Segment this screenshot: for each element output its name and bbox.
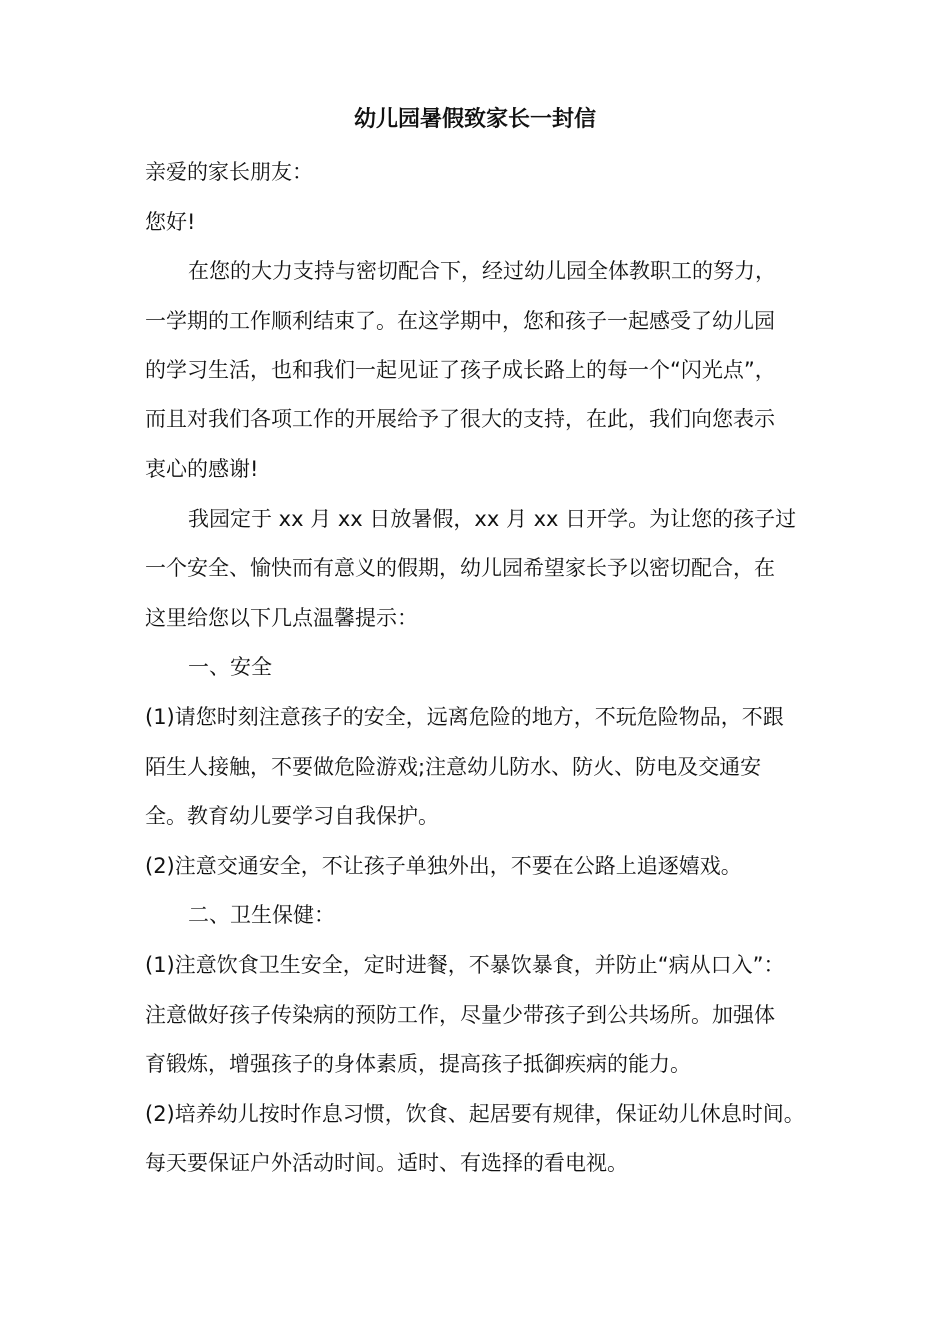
- paragraph-line: 我园定于 xx 月 xx 日放暑假，xx 月 xx 日开学。为让您的孩子过: [188, 507, 797, 531]
- paragraph-line: 这里给您以下几点温馨提示：: [145, 606, 418, 630]
- list-item-line: (2)注意交通安全，不让孩子单独外出，不要在公路上追逐嬉戏。: [145, 854, 742, 878]
- document-title: 幼儿园暑假致家长一封信: [353, 107, 596, 132]
- list-item-line: 注意做好孩子传染病的预防工作，尽量少带孩子到公共场所。加强体: [145, 1003, 775, 1027]
- list-item-line: 育锻炼，增强孩子的身体素质，提高孩子抵御疾病的能力。: [145, 1052, 691, 1076]
- list-item-line: (1)注意饮食卫生安全，定时进餐，不暴饮暴食，并防止“病从口入”：: [145, 953, 785, 977]
- list-item-line: 陌生人接触，不要做危险游戏;注意幼儿防水、防火、防电及交通安: [145, 755, 762, 779]
- salutation-line: 亲爱的家长朋友：: [145, 160, 313, 184]
- list-item-line: (2)培养幼儿按时作息习惯，饮食、起居要有规律，保证幼儿休息时间。: [145, 1102, 805, 1126]
- paragraph-line: 一学期的工作顺利结束了。在这学期中，您和孩子一起感受了幼儿园: [145, 309, 775, 333]
- paragraph-line: 在您的大力支持与密切配合下，经过幼儿园全体教职工的努力，: [188, 259, 776, 283]
- section-heading: 一、安全: [188, 655, 272, 679]
- paragraph-line: 衷心的感谢!: [145, 457, 259, 481]
- list-item-line: 全。教育幼儿要学习自我保护。: [145, 804, 439, 828]
- list-item-line: 每天要保证户外活动时间。适时、有选择的看电视。: [145, 1151, 628, 1175]
- paragraph-line: 而且对我们各项工作的开展给予了很大的支持，在此，我们向您表示: [145, 407, 775, 431]
- paragraph-line: 的学习生活，也和我们一起见证了孩子成长路上的每一个“闪光点”，: [145, 358, 776, 382]
- list-item-line: (1)请您时刻注意孩子的安全，远离危险的地方，不玩危险物品，不跟: [145, 705, 784, 729]
- section-heading: 二、卫生保健：: [188, 903, 335, 927]
- paragraph-line: 一个安全、愉快而有意义的假期，幼儿园希望家长予以密切配合，在: [145, 556, 775, 580]
- greeting-line: 您好!: [145, 210, 196, 234]
